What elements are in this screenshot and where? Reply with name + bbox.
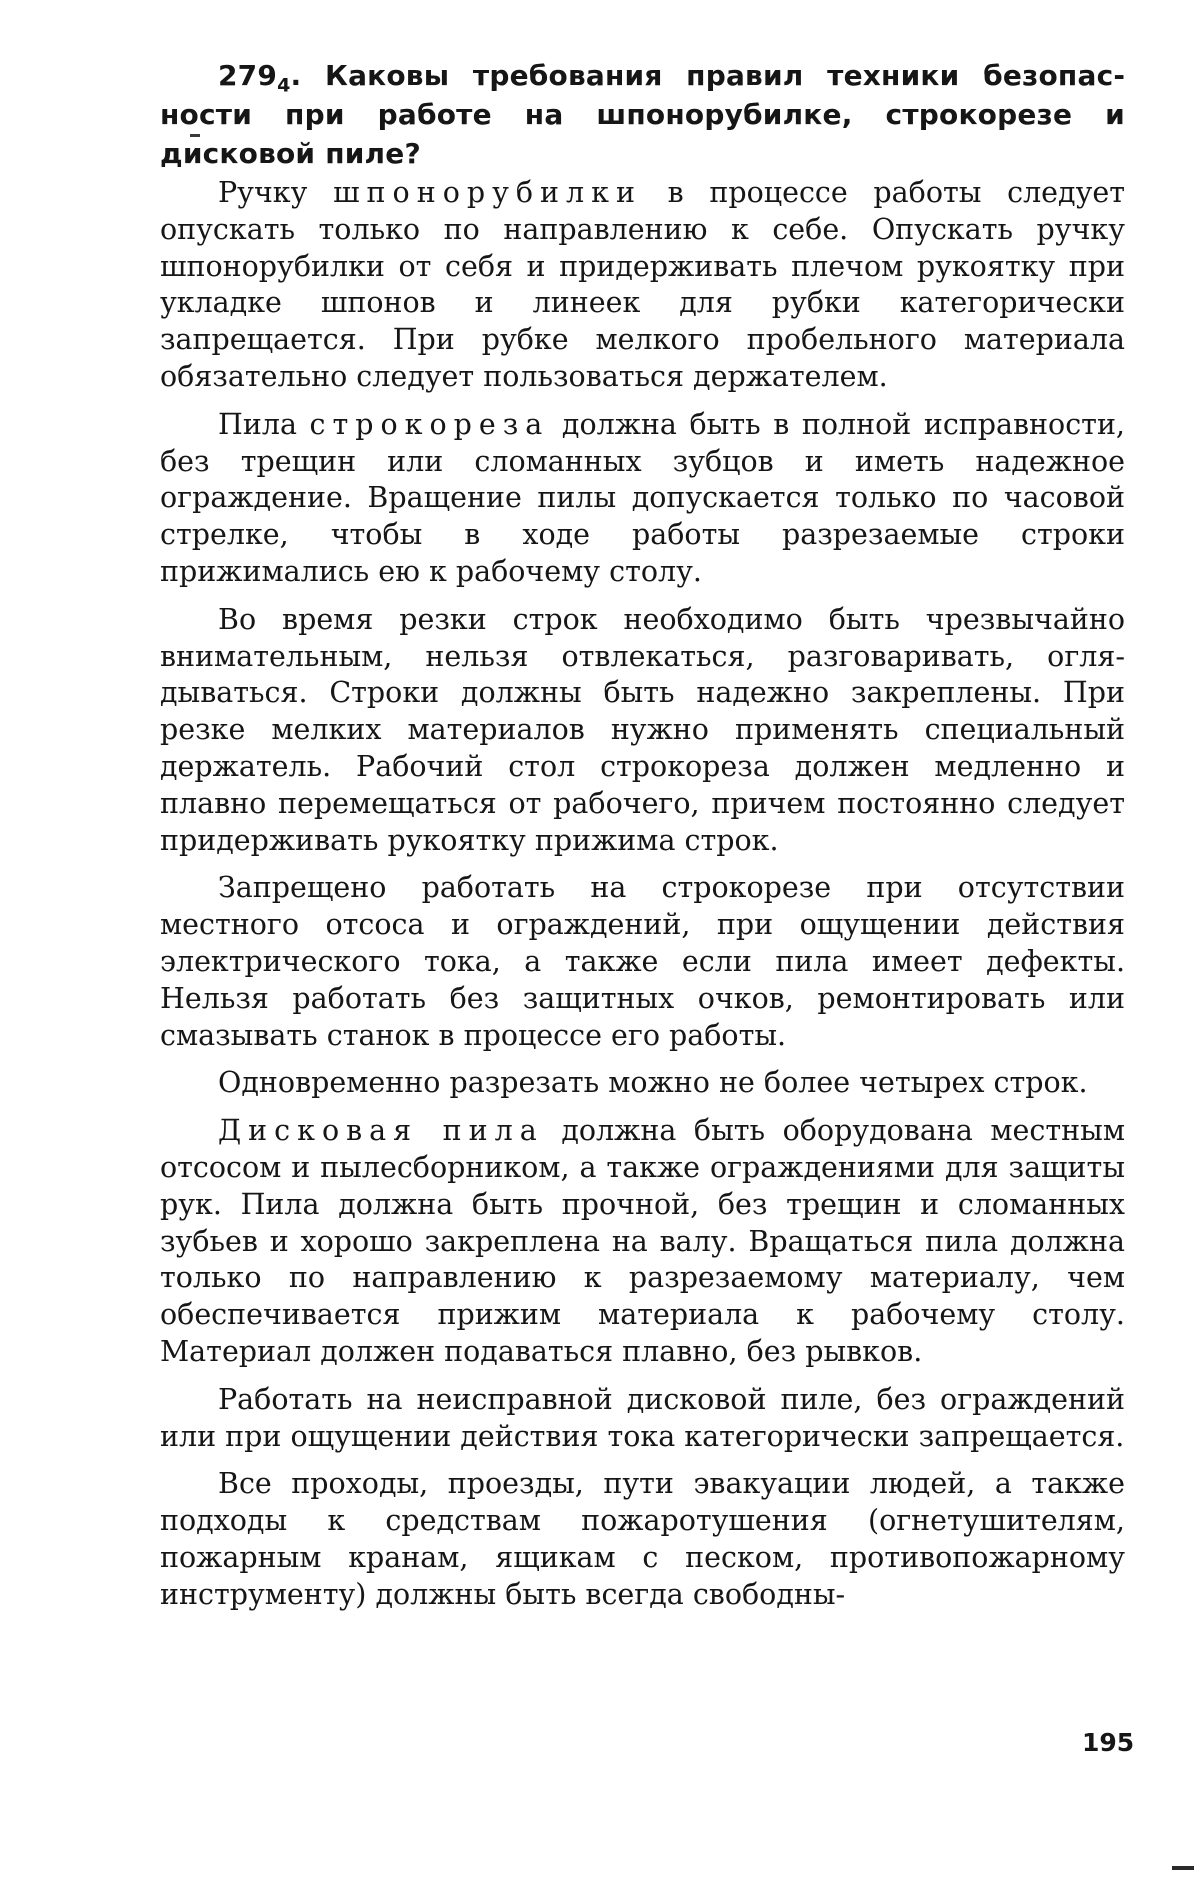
spaced-term: шпонорубилки [333,176,642,209]
spaced-term: строкореза [309,407,550,441]
paragraph-text: Все проходы, проезды, пути эвакуации людей, а также подходы к средствам пожаротушения (огнетушителям, пожарным кранам, ящикам с песком, противопожарному инструменту) должны быть всегда свободны- [160,1467,1125,1611]
paragraph-passages [160,1466,1125,1613]
paragraph-text: должна быть оборудована местным отсосом и пылесборником, а также ограждениями для защиты рук. Пила должна быть прочной, без трещин и сломанных зубьев и хорошо закреплена на валу. Вращаться пила должна только по направлению к разрезаемому материалу, чем обеспечивается прижим материала к рабочему столу. Материал должен подаваться плавно, без рывков. [160,1114,1125,1368]
paragraph-lead: Ручку [218,176,308,209]
book-page [160,56,1125,1624]
paragraph-text: Запрещено работать на строкорезе при отсутствии местного отсоса и ограждений, при ощущении действия электрического тока, а также если пила имеет дефекты. Нельзя работать без защитных очков, ремонтировать или смазывать станок в процессе его работы. [160,871,1125,1052]
spaced-term: Дисковая пила [218,1114,544,1148]
paragraph-text: Во время резки строк необходимо быть чрезвычайно внимательным, нельзя отвлекаться, разговаривать, оглядываться. Строки должны быть надежно закреплены. При резке мелких материалов нужно применять специальный держатель. Рабочий стол строкореза должен медленно и плавно перемещаться от рабочего, причем постоянно следует придерживать рукоятку прижима строк. [160,602,1125,857]
paragraph-text: в процессе работы следует опускать только по направлению к себе. Опускать ручку шпонорубилки от себя и придерживать плечом рукоятку при укладке шпонов и линеек для рубки категорически запрещается. При рубке мелкого пробельного материала обязательно следует пользоваться держателем. [160,176,1125,393]
corner-scan-mark [1172,1866,1194,1870]
question-number: 279 [218,59,278,92]
page-number: 195 [1082,1728,1135,1757]
paragraph-text: Работать на неисправной дисковой пиле, без ограждений или при ощущении действия тока категорически запрещается. [160,1382,1125,1453]
question-text: . Каковы требования правил техники безопасности при работе на шпонорубилке, строкорезе и дисковой пиле? [160,59,1125,170]
paragraph-cutting-attention [160,602,1125,860]
paragraph-text: Одновременно разрезать можно не более четырех строк. [218,1066,1088,1100]
paragraph-circular-saw [160,1113,1125,1371]
paragraph-saw-prohibition [160,1382,1125,1456]
paragraph-four-lines [160,1065,1125,1102]
paragraph-text: должна быть в полной исправности, без трещин или сломанных зубцов и иметь надежное ограждение. Вращение пилы допускается только по часовой стрелке, чтобы в ходе работы разрезаемые строки прижимались ею к рабочему столу. [160,407,1125,588]
paragraph-shponorubilka [160,175,1125,396]
paragraph-lead: Пила [218,407,297,441]
question-heading [160,56,1125,173]
paragraph-strokorez [160,407,1125,591]
question-number-subscript: 4 [277,74,291,97]
paragraph-strokorez-prohibitions [160,870,1125,1054]
